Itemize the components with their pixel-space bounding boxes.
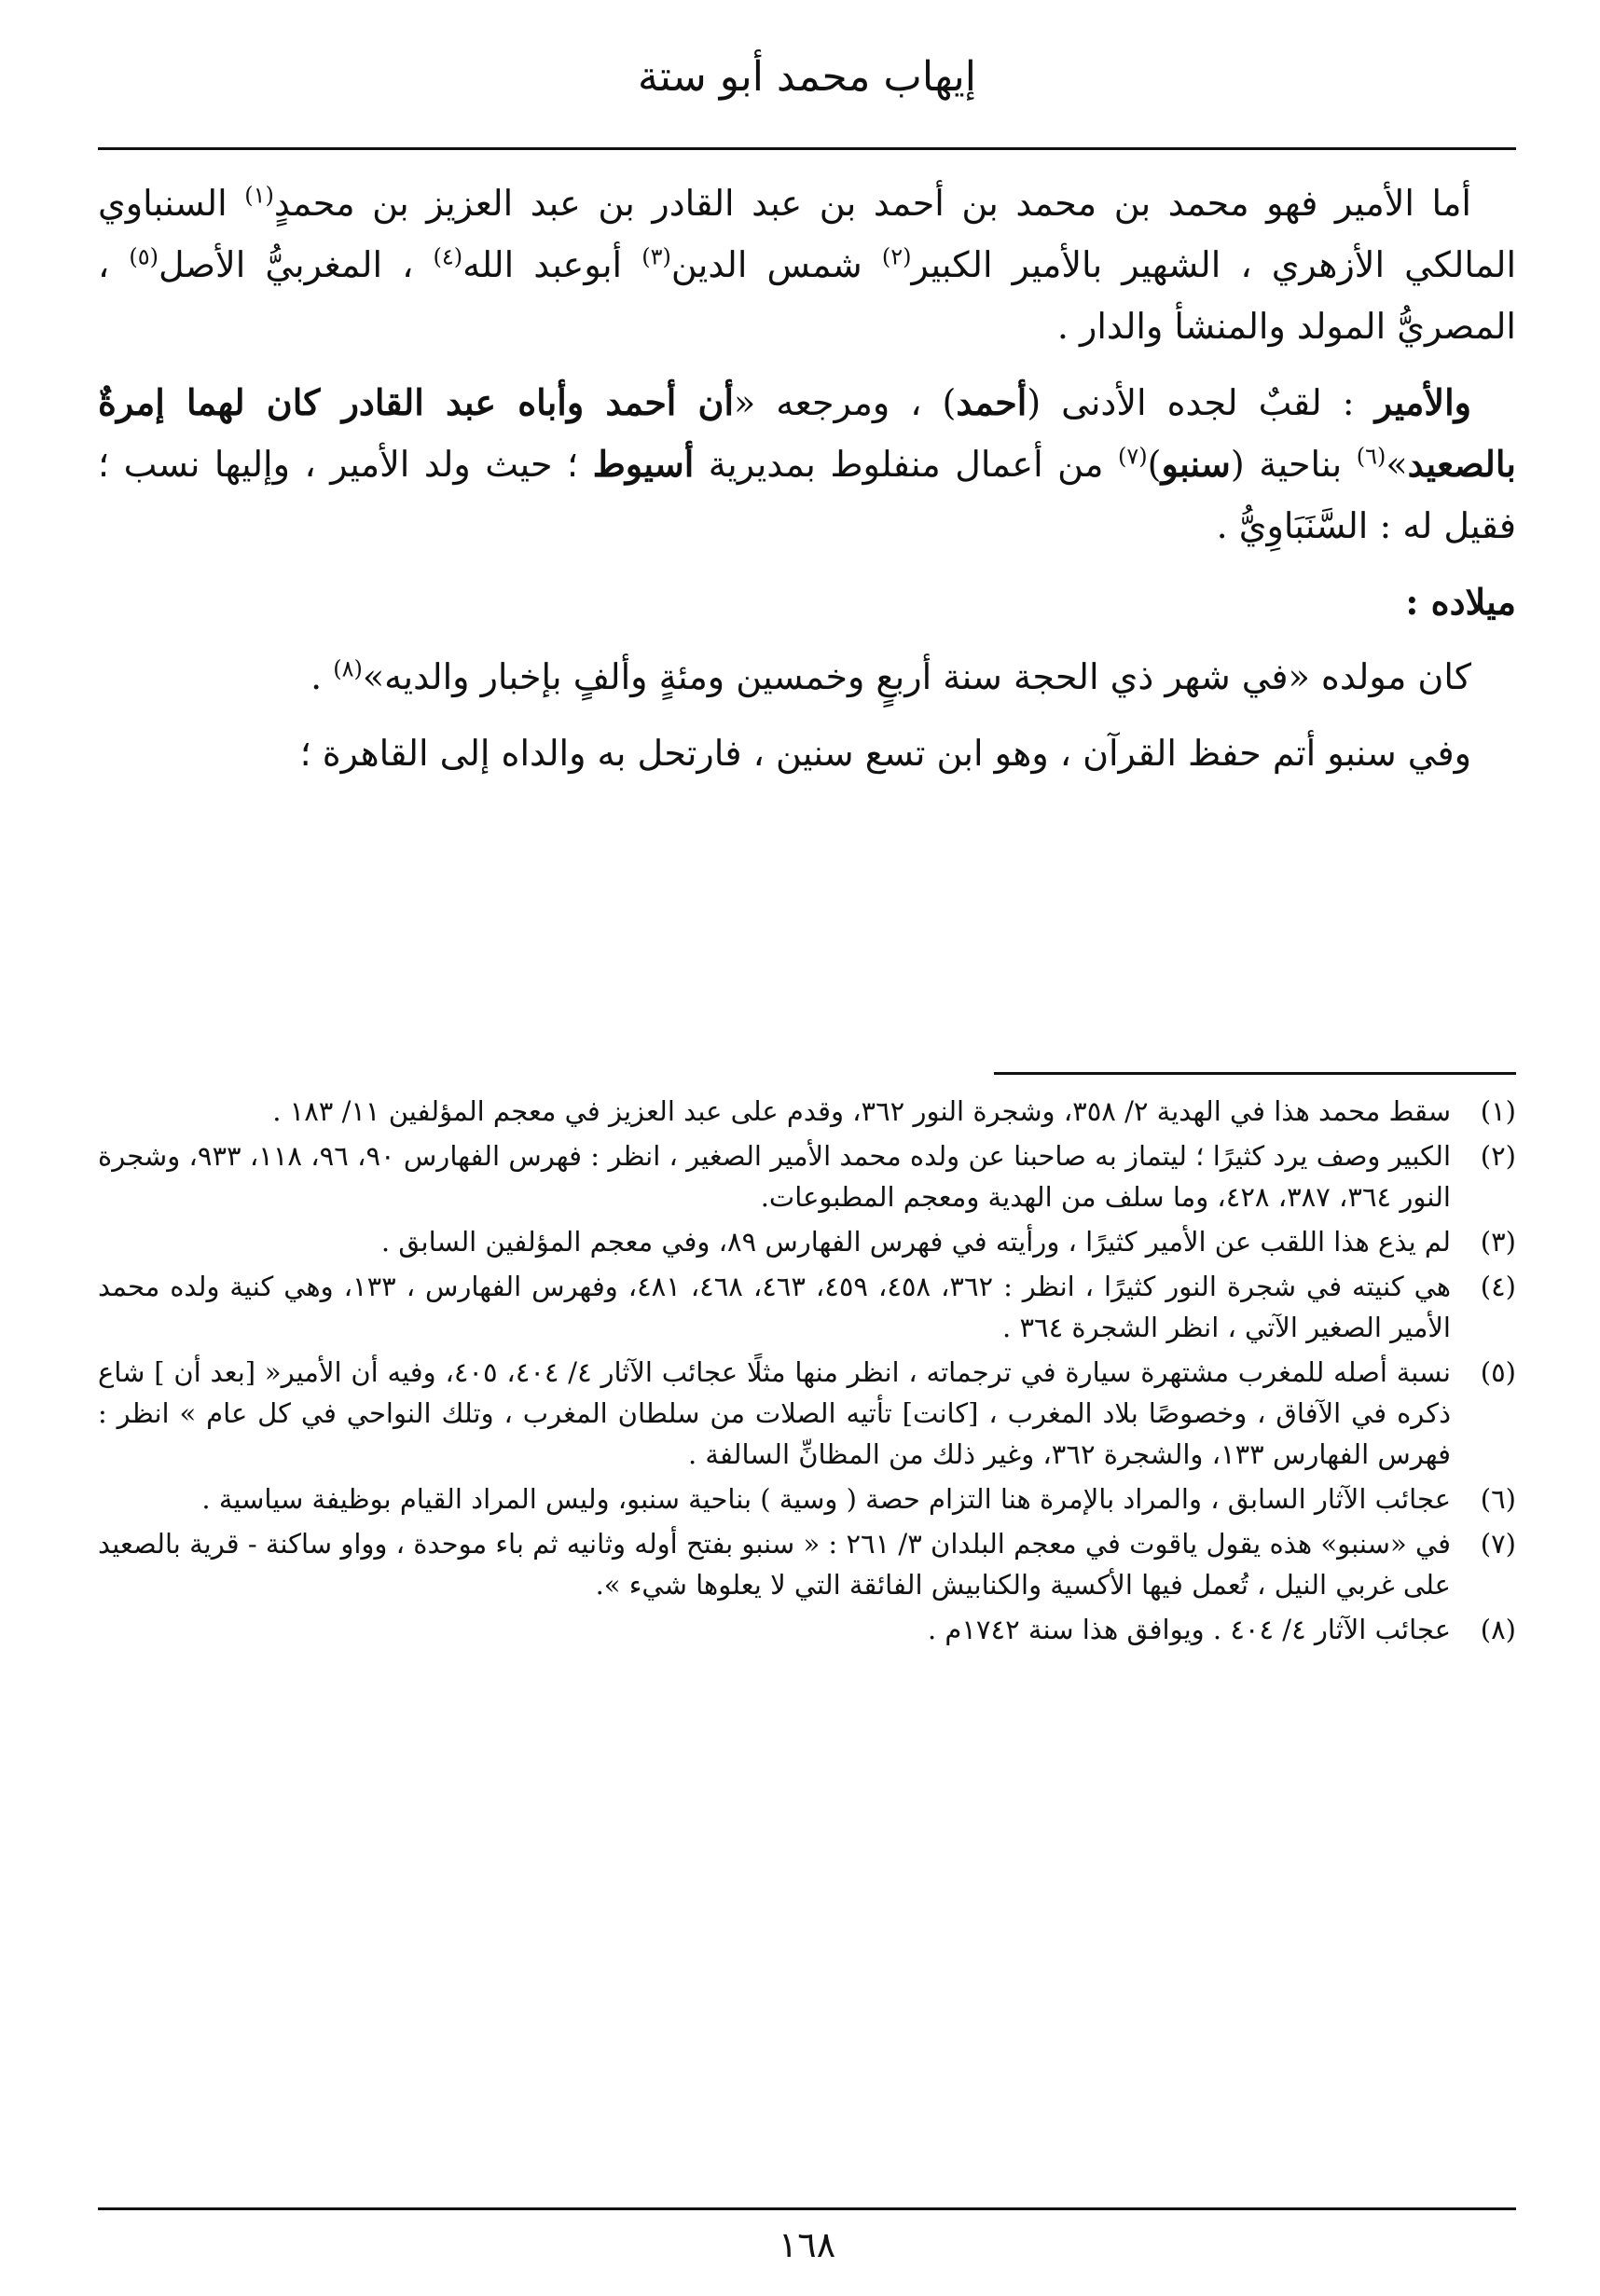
footnote-text: عجائب الآثار السابق ، والمراد بالإمرة هنا التزام حصة ( وسية ) بناحية سنبو، وليس المراد القيام بوظيفة سياسية . — [201, 1483, 1451, 1515]
footnote-number: (١) — [1480, 1095, 1516, 1127]
footnote-number: (٨) — [1480, 1614, 1516, 1645]
footnote-separator — [994, 1072, 1516, 1075]
footnote-text: لم يذع هذا اللقب عن الأمير كثيرًا ، ورأيته في فهرس الفهارس ٨٩، وفي معجم المؤلفين السابق . — [380, 1226, 1451, 1258]
footnote-ref-2: (٢) — [881, 243, 912, 270]
footer-rule — [98, 2207, 1516, 2210]
footnote-ref-1: (١) — [244, 182, 274, 209]
bold-quote: أن أحمد وأباه عبد القادر كان لهما إمرةٌ بالصعيد — [98, 381, 1517, 485]
text-run: » — [1386, 444, 1408, 485]
text-run: شمس الدين — [670, 244, 882, 285]
lead-term: والأمير — [1374, 381, 1471, 423]
text-run: أبوعبد الله — [462, 244, 642, 285]
footnote — [98, 1135, 1516, 1217]
text-run: ) — [1147, 444, 1162, 485]
footnote-number: (٦) — [1480, 1483, 1516, 1515]
footnote-number: (٢) — [1480, 1140, 1516, 1172]
footnote — [98, 1221, 1516, 1262]
text-run: بناحية ( — [1230, 444, 1357, 485]
paragraph-title-origin — [98, 372, 1516, 557]
footnote-text: سقط محمد هذا في الهدية ٢/ ٣٥٨، وشجرة النور ٣٦٢، وقدم على عبد العزيز في معجم المؤلفين ١١/ ١٨٣ . — [272, 1095, 1451, 1127]
footnote — [98, 1609, 1516, 1650]
paragraph-name-lineage — [98, 172, 1516, 357]
footnote — [98, 1523, 1516, 1605]
text-run: من أعمال منفلوط بمديرية — [694, 444, 1118, 485]
footnote-ref-8: (٨) — [333, 655, 363, 682]
footnote — [98, 1478, 1516, 1519]
bold-term: أحمد — [956, 381, 1028, 423]
text-run: السنباوي المالكي الأزهري ، الشهير بالأمير الكبير — [98, 183, 1517, 285]
bold-term: سنبو — [1161, 443, 1231, 485]
text-run: ، المغربيُّ الأصل — [159, 244, 434, 285]
text-run: ؛ حيث ولد الأمير ، وإليها نسب ؛ فقيل له : السَّنَبَاوِيُّ . — [98, 444, 1516, 546]
footnote — [98, 1091, 1516, 1132]
main-text — [98, 172, 1516, 799]
footnote-number: (٣) — [1480, 1226, 1516, 1258]
footnote-ref-3: (٣) — [641, 243, 671, 270]
text-run: : لقبٌ لجده الأدنى ( — [1027, 382, 1375, 423]
paragraph-birth — [98, 646, 1516, 708]
bold-term: أسيوط — [592, 443, 695, 485]
footnote-text: عجائب الآثار ٤/ ٤٠٤ . ويوافق هذا سنة ١٧٤٢م . — [927, 1614, 1451, 1645]
footnote-number: (٧) — [1480, 1528, 1516, 1560]
footnote-text: الكبير وصف يرد كثيرًا ؛ ليتماز به صاحبنا عن ولده محمد الأمير الصغير ، انظر : فهرس الفهارس ٩٠، ٩٦، ١١٨، ٩٣٣، وشجرة النور ٣٦٤، ٣٨٧، ٤٢٨، وما سلف من الهدية ومعجم المطبوعات. — [98, 1140, 1452, 1213]
text-run: ، المصريُّ المولد والمنشأ والدار . — [98, 244, 1516, 347]
footnote-number: (٥) — [1480, 1356, 1516, 1388]
footnote — [98, 1352, 1516, 1475]
footnote-number: (٤) — [1480, 1271, 1516, 1302]
text-run: . — [310, 656, 334, 697]
paragraph-quran: وفي سنبو أتم حفظ القرآن ، وهو ابن تسع سنين ، فارتحل به والداه إلى القاهرة ؛ — [299, 733, 1471, 774]
section-heading-birth: ميلاده : — [1405, 581, 1516, 623]
footnote-text: هي كنيته في شجرة النور كثيرًا ، انظر : ٣٦٢، ٤٥٨، ٤٥٩، ٤٦٣، ٤٦٨، ٤٨١، وفهرس الفهارس ، ١٣٣، وهي كنية ولده محمد الأمير الصغير الآتي ، انظر الشجرة ٣٦٤ . — [98, 1271, 1452, 1343]
text-run: كان مولده «في شهر ذي الحجة سنة أربعٍ وخمسين ومئةٍ وألفٍ بإخبار والديه» — [362, 656, 1471, 697]
text-run: ) ، ومرجعه « — [734, 382, 957, 423]
footnote-text: نسبة أصله للمغرب مشتهرة سيارة في ترجماته ، انظر منها مثلًا عجائب الآثار ٤/ ٤٠٤، ٤٠٥، وفيه أن الأمير« [بعد أن ] شاع ذكره في الآفاق ، وخصوصًا بلاد المغرب ، [كانت] تأتيه الصلات من سلطان المغرب ، وتلك النواحي في كل عام » انظر : فهرس الفهارس ١٣٣، والشجرة ٣٦٢، وغير ذلك من المظانِّ السالفة . — [98, 1356, 1451, 1470]
footnotes — [98, 1091, 1516, 1654]
page-number: ١٦٨ — [778, 2224, 836, 2265]
footnote-text: في «سنبو» هذه يقول ياقوت في معجم البلدان ٣/ ٢٦١ : « سنبو بفتح أوله وثانيه ثم باء موحدة ، وواو ساكنة - قرية بالصعيد على غربي النيل ، تُعمل فيها الأكسية والكنابيش الفائقة التي لا يعلوها شيء ». — [98, 1528, 1451, 1601]
footnote-ref-4: (٤) — [433, 243, 463, 270]
footnote-ref-7: (٧) — [1117, 443, 1148, 470]
footnote-ref-6: (٦) — [1356, 443, 1386, 470]
running-title: إيهاب محمد أبو ستة — [638, 53, 976, 101]
header-rule — [98, 147, 1516, 150]
text-run: أما الأمير فهو محمد بن محمد بن أحمد بن عبد القادر بن عبد العزيز بن محمدٍ — [273, 183, 1471, 224]
footnote-ref-5: (٥) — [129, 243, 159, 270]
footnote — [98, 1266, 1516, 1348]
